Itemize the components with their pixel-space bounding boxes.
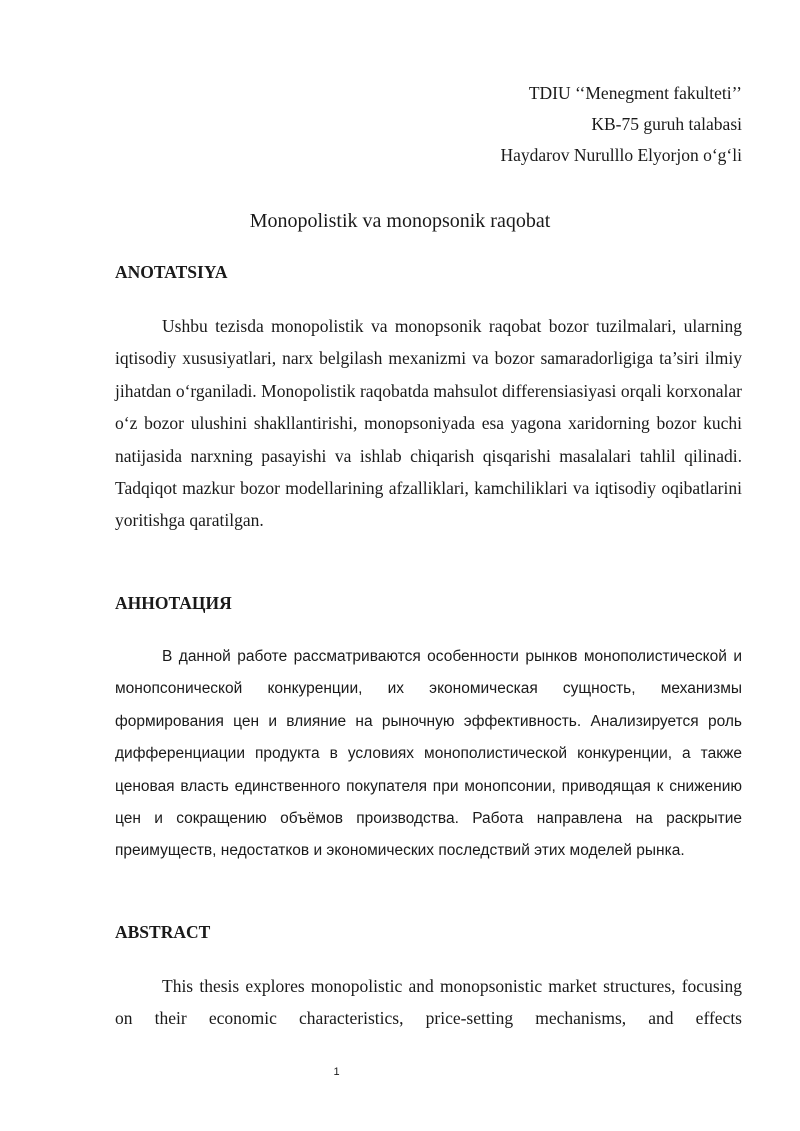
section-abstract xyxy=(115,920,742,1035)
section-heading: АННОТАЦИЯ xyxy=(115,593,232,613)
section-anotatsiya xyxy=(115,260,742,537)
section-body: В данной работе рассматриваются особенности рынков монополистической и монопсонической конкуренции, их экономическая сущность, механизмы формирования цен и влияние на рыночную эффективность. Анализируется роль дифференциации продукта в условиях монополистической конкуренции, а также ценовая власть единственного покупателя при монопсонии, приводящая к снижению цен и сокращению объёмов производства. Работа направлена на раскрытие преимуществ, недостатков и экономических последствий этих моделей рынка. xyxy=(115,648,742,860)
page-number: 1 xyxy=(333,1066,340,1078)
author-info xyxy=(500,78,742,171)
section-body: Ushbu tezisda monopolistik va monopsonik raqobat bozor tuzilmalari, ularning iqtisodiy xususiyatlari, narx belgilash mexanizmi va bozor samaradorligiga ta’siri ilmiy jihatdan o‘rganiladi. Monopolistik raqobatda mahsulot differensiasiyasi orqali korxonalar o‘z bozor ulushini shakllantirishi, monopsoniyada esa yagona xaridorning bozor kuchi natijasida narxning pasayishi va ishlab chiqarish qisqarishi masalalari tahlil qilinadi. Tadqiqot mazkur bozor modellarining afzalliklari, kamchiliklari va iqtisodiy oqibatlarini yoritishga qaratilgan. xyxy=(115,316,742,531)
university-line: TDIU ‘‘Menegment fakulteti’’ xyxy=(528,83,742,103)
group-line: KB-75 guruh talabasi xyxy=(591,114,742,134)
section-annotatsiya-ru xyxy=(115,591,742,868)
author-line: Haydarov Nurulllo Elyorjon o‘g‘li xyxy=(500,145,742,165)
section-heading: ANOTATSIYA xyxy=(115,262,228,282)
document-title: Monopolistik va monopsonik raqobat xyxy=(249,210,551,232)
section-body: This thesis explores monopolistic and monopsonistic market structures, focusing on their economic characteristics, price-setting mechanisms, and effects xyxy=(115,976,742,1029)
section-heading: ABSTRACT xyxy=(115,922,211,942)
